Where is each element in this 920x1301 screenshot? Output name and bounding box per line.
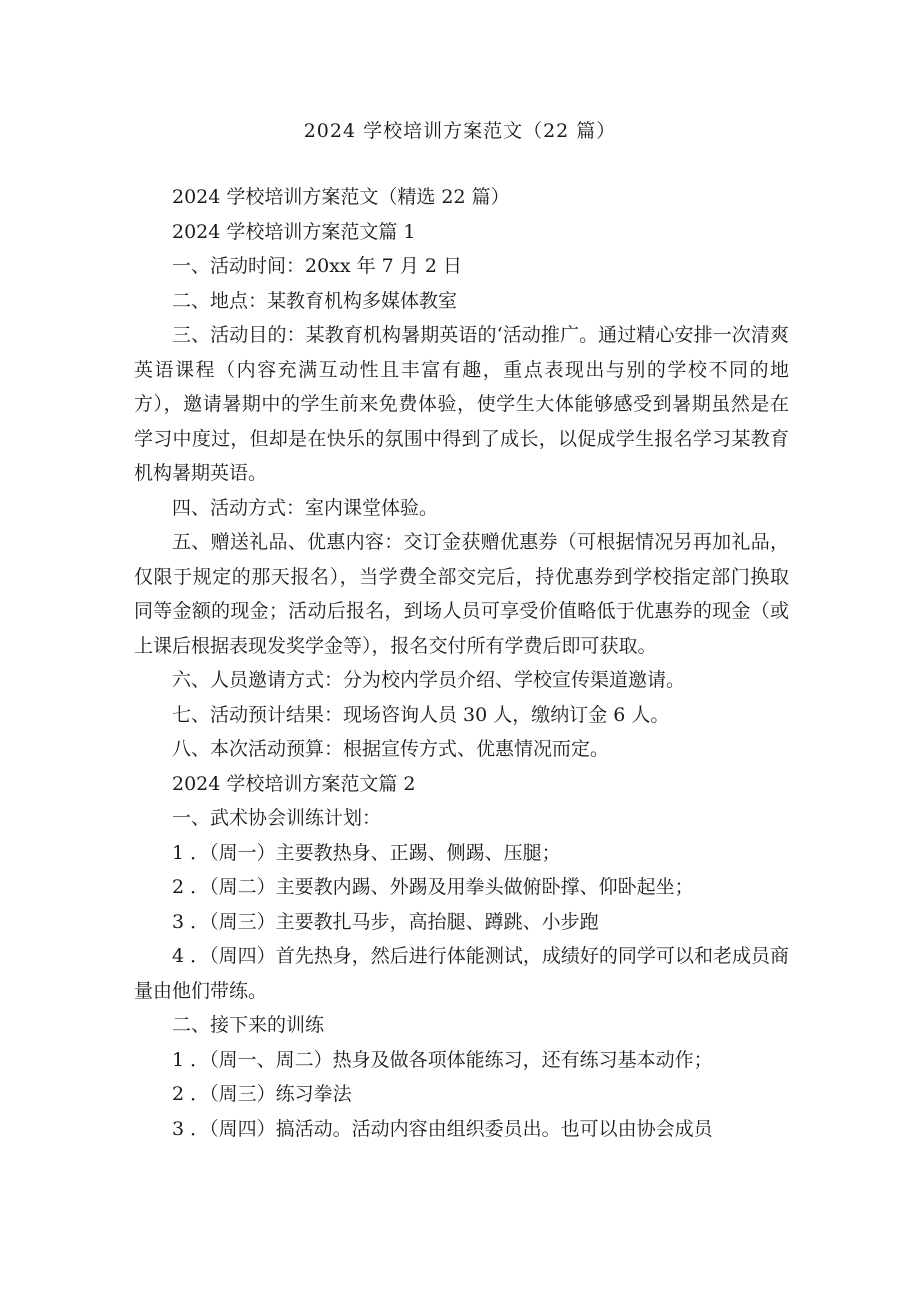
document-body [134, 180, 789, 1146]
paragraph-plan-heading: 一、武术协会训练计划： [172, 807, 382, 829]
paragraph-location: 二、地点：某教育机构多媒体教室 [172, 289, 458, 312]
list-item: 3 ．（周三）主要教扎马步，高抬腿、蹲跳、小步跑 [172, 910, 599, 933]
paragraph-method: 四、活动方式：室内课堂体验。 [172, 496, 439, 519]
list-item: 1 ．（周一）主要教热身、正踢、侧踢、压腿； [172, 841, 561, 864]
paragraph-activity-time: 一、活动时间：20xx 年 7 月 2 日 [172, 255, 462, 277]
document-title: 2024 学校培训方案范文（22 篇） [303, 120, 617, 142]
paragraph-gifts: 五、赠送礼品、优惠内容：交订金获赠优惠券（可根据情况另再加礼品，仅限于规定的那天报名），当学费全部交完后，持优惠券到学校指定部门换取同等金额的现金；活动后报名，到场人员可享受价值略低于优惠券的现金（或上课后根据表现发奖学金等），报名交付所有学费后即可获取。 [134, 531, 789, 657]
list-item: 1 ．（周一、周二）热身及做各项体能练习，还有练习基本动作； [172, 1048, 713, 1071]
paragraph-subtitle: 2024 学校培训方案范文（精选 22 篇） [172, 186, 510, 208]
list-item: 2 ．（周三）练习拳法 [172, 1083, 352, 1105]
list-item: 2 ．（周二）主要教内踢、外踢及用拳头做俯卧撑、仰卧起坐； [172, 876, 694, 898]
paragraph-budget: 八、本次活动预算：根据宣传方式、优惠情况而定。 [172, 738, 610, 760]
section-heading-1: 2024 学校培训方案范文篇 1 [172, 220, 416, 243]
paragraph-purpose: 三、活动目的：某教育机构暑期英语的‘活动推广。通过精心安排一次清爽英语课程（内容充满互动性且丰富有趣，重点表现出与别的学校不同的地方），邀请暑期中的学生前来免费体验，使学生大体能够感受到暑期虽然是在学习中度过，但却是在快乐的氛围中得到了成长，以促成学生报名学习某教育机构暑期英语。 [134, 324, 789, 484]
list-item: 4 ．（周四）首先热身，然后进行体能测试，成绩好的同学可以和老成员商量由他们带练。 [134, 945, 789, 1002]
list-item: 3 ．（周四）搞活动。活动内容由组织委员出。也可以由协会成员 [172, 1117, 713, 1140]
section-heading-2: 2024 学校培训方案范文篇 2 [172, 772, 416, 795]
paragraph-next-training: 二、接下来的训练 [172, 1014, 325, 1036]
paragraph-invitation: 六、人员邀请方式：分为校内学员介绍、学校宣传渠道邀请。 [172, 669, 686, 691]
paragraph-expected-result: 七、活动预计结果：现场咨询人员 30 人，缴纳订金 6 人。 [172, 703, 670, 726]
